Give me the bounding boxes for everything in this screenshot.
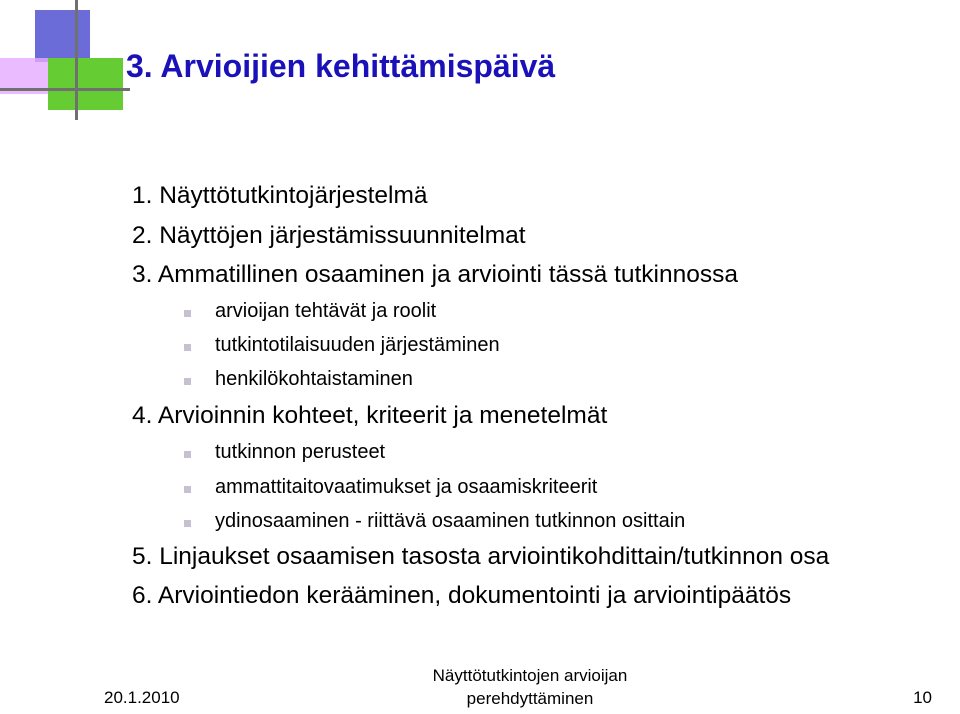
footer-center-line-2: perehdyttäminen [466, 689, 594, 708]
list-item-3: 3. Ammatillinen osaaminen ja arviointi tässä tutkinnossa [132, 261, 739, 288]
decorative-logo [0, 0, 130, 125]
list-item-5: 5. Linjaukset osaamisen tasosta arviointikohdittain/tutkinnon osa [132, 543, 830, 570]
bullet-icon [184, 378, 191, 385]
logo-blue-square [35, 10, 90, 62]
bullet-icon [184, 486, 191, 493]
bullet-icon [184, 520, 191, 527]
logo-green-square [48, 58, 123, 110]
slide-title: 3. Arvioijien kehittämispäivä [126, 48, 556, 84]
list-item-4: 4. Arvioinnin kohteet, kriteerit ja menetelmät [132, 402, 608, 429]
sub-item: arvioijan tehtävät ja roolit [215, 300, 437, 322]
footer-center-line-1: Näyttötutkintojen arvioijan [432, 666, 628, 685]
sub-item: tutkinnon perusteet [215, 441, 386, 463]
sub-item: henkilökohtaistaminen [215, 368, 413, 390]
logo-vertical-line [75, 0, 78, 120]
page-number: 10 [913, 688, 932, 707]
list-item-2: 2. Näyttöjen järjestämissuunnitelmat [132, 222, 526, 249]
bullet-icon [184, 451, 191, 458]
sub-item: ammattitaitovaatimukset ja osaamiskriteerit [215, 476, 598, 498]
sub-item: tutkintotilaisuuden järjestäminen [215, 334, 500, 356]
list-item-6: 6. Arviointiedon kerääminen, dokumentointi ja arviointipäätös [132, 582, 792, 609]
bullet-icon [184, 310, 191, 317]
footer-center-text [380, 664, 680, 710]
footer-date: 20.1.2010 [104, 688, 180, 707]
bullet-icon [184, 344, 191, 351]
logo-horizontal-line [0, 88, 130, 91]
list-item-1: 1. Näyttötutkintojärjestelmä [132, 182, 428, 209]
sub-item: ydinosaaminen - riittävä osaaminen tutkinnon osittain [215, 510, 686, 532]
